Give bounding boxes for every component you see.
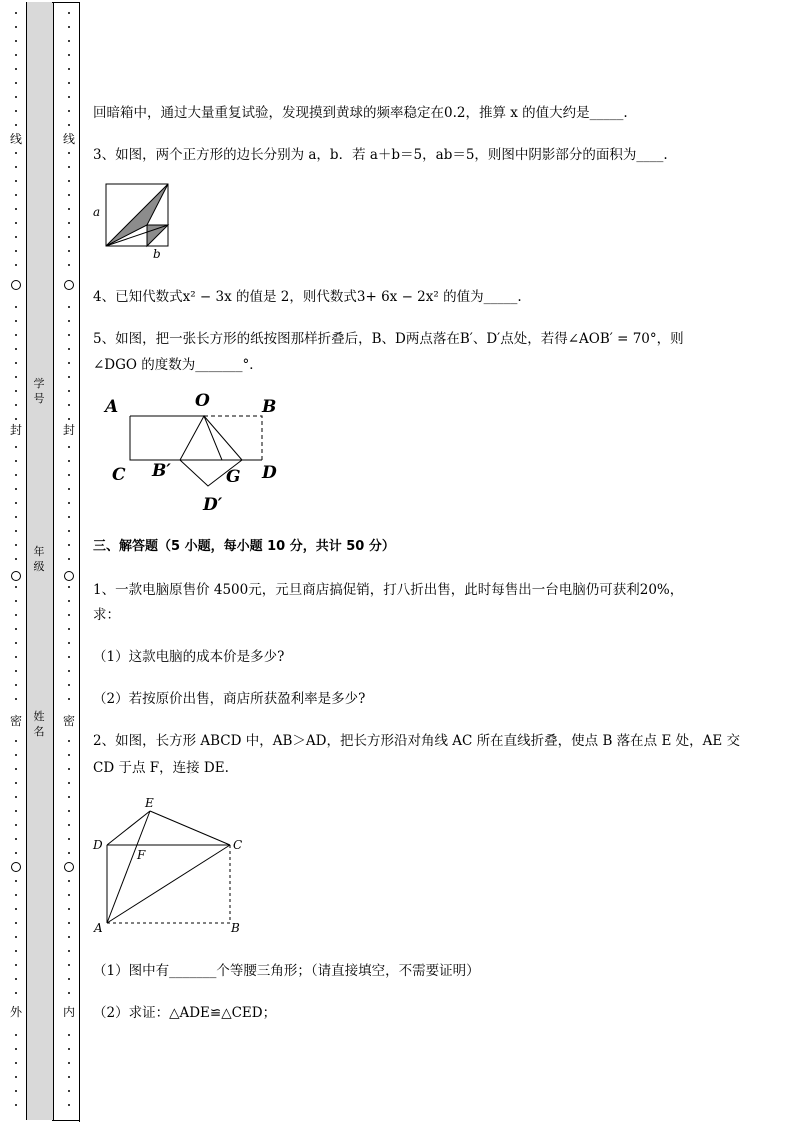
binding-dot [68,950,70,952]
binding-dot [15,348,17,350]
binding-dot [68,1104,70,1106]
binding-dot [68,348,70,350]
outer-dotted-line [10,0,22,1123]
binding-dot [15,68,17,70]
q2-continuation: 回暗箱中，通过大量重复试验，发现摸到黄球的频率稳定在0.2，推算 x 的值大约是_____. [93,105,628,121]
binding-dot [15,82,17,84]
binding-dot [68,936,70,938]
binding-circle [64,571,74,581]
binding-dot [68,586,70,588]
binding-dot [15,922,17,924]
binding-dot [15,194,17,196]
binding-dot [68,1090,70,1092]
binding-dot [15,404,17,406]
binding-dot [68,810,70,812]
binding-dot [15,796,17,798]
name-field: 姓名 [33,710,45,738]
binding-dot [15,810,17,812]
binding-dot [15,334,17,336]
binding-dot [15,264,17,266]
binding-dot [68,68,70,70]
binding-dot [68,852,70,854]
binding-dot [15,950,17,952]
binding-dot [15,152,17,154]
binding-dot [15,782,17,784]
problem-2-line2: CD 于点 F，连接 DE. [93,760,229,776]
binding-dot [15,488,17,490]
binding-dot [68,838,70,840]
binding-dot [15,978,17,980]
binding-dot [68,474,70,476]
binding-dot [68,320,70,322]
binding-dot [15,26,17,28]
inner-label-mi: 密 [62,714,75,728]
binding-dot [68,264,70,266]
binding-dot [68,670,70,672]
binding-dot [15,684,17,686]
binding-dot [15,670,17,672]
binding-dot [68,516,70,518]
binding-dot [68,54,70,56]
outer-label-mi: 密 [9,714,22,728]
binding-dot [15,824,17,826]
binding-dot [15,754,17,756]
binding-dot [15,306,17,308]
student-id-field: 学号 [33,377,45,405]
inner-label-nei: 内 [62,1005,75,1019]
binding-circle [11,280,21,290]
binding-dot [15,852,17,854]
fold-label-B: B [262,397,277,417]
binding-dot [15,894,17,896]
binding-dot [15,1062,17,1064]
binding-dot [15,222,17,224]
binding-rule [79,2,80,1122]
binding-dot [15,166,17,168]
binding-dot [15,208,17,210]
outer-label-wai: 外 [9,1005,22,1019]
binding-dot [68,110,70,112]
binding-dot [15,530,17,532]
binding-dot [15,656,17,658]
binding-dot [15,1104,17,1106]
binding-dot [68,152,70,154]
fold-label-A: A [105,397,119,417]
binding-dot [68,166,70,168]
binding-dot [15,96,17,98]
binding-dot [68,698,70,700]
problem-1-line2: 求： [93,607,120,623]
binding-dot [15,600,17,602]
label-b: b [153,247,161,261]
binding-dot [15,110,17,112]
binding-dot [15,698,17,700]
binding-dot [68,194,70,196]
binding-dot [68,40,70,42]
problem-1-part1: （1）这款电脑的成本价是多少? [93,649,285,665]
rect-label-B: B [231,921,240,935]
binding-circle [11,862,21,872]
binding-dot [68,796,70,798]
binding-dot [68,1076,70,1078]
shaded-region-upper [106,184,168,246]
binding-dot [68,236,70,238]
problem-2-line1: 2、如图，长方形 ABCD 中，AB＞AD，把长方形沿对角线 AC 所在直线折叠，使点 B 落在点 E 处，AE 交 [93,733,740,749]
binding-dot [68,964,70,966]
binding-dot [15,516,17,518]
binding-dot [68,222,70,224]
binding-dot [68,502,70,504]
binding-dot [68,1062,70,1064]
rect-label-F: F [137,848,146,862]
binding-dot [68,558,70,560]
binding-dot [68,894,70,896]
fold-label-C: C [112,465,126,485]
question-5-line2: ∠DGO 的度数为_______°． [93,357,263,373]
binding-dot [68,418,70,420]
fold-label-G: G [226,467,241,487]
binding-dot [68,684,70,686]
outer-label-feng: 封 [9,423,22,437]
binding-dot [15,838,17,840]
binding-dot [15,586,17,588]
rect-label-C: C [233,838,243,852]
binding-dot [15,236,17,238]
binding-dot [68,488,70,490]
binding-dot [15,54,17,56]
binding-dot [68,642,70,644]
binding-dot [68,180,70,182]
binding-dot [68,124,70,126]
binding-circle [64,862,74,872]
question-3: 3、如图，两个正方形的边长分别为 a，b．若 a＋b＝5，ab＝5，则图中阴影部分的面积为____. [93,147,668,163]
problem-2-part1: （1）图中有_______个等腰三角形；（请直接填空，不需要证明） [93,963,480,979]
binding-dot [15,642,17,644]
rect-label-E: E [145,796,154,810]
fold-outline [130,416,262,460]
inner-label-feng: 封 [62,423,75,437]
binding-dot [68,334,70,336]
binding-dot [68,978,70,980]
binding-dot [68,306,70,308]
binding-dot [68,782,70,784]
question-5-line1: 5、如图，把一张长方形的纸按图那样折叠后，B、D两点落在B′、D′点处，若得∠AOB′ = 70°，则 [93,331,684,347]
binding-dot [15,1048,17,1050]
binding-dot [68,250,70,252]
fold-label-O: O [195,391,210,411]
binding-dot [15,740,17,742]
grade-field: 年级 [33,545,45,573]
fold-label-D: D [262,463,277,483]
binding-dot [15,558,17,560]
binding-dot [68,824,70,826]
binding-dot [15,936,17,938]
binding-dot [15,124,17,126]
diagonal-AC [107,845,230,923]
question-4: 4、已知代数式x² − 3x 的值是 2，则代数式3+ 6x − 2x² 的值为_____. [93,289,522,305]
two-squares-figure [88,178,178,260]
binding-dot [68,460,70,462]
binding-dot [15,460,17,462]
fold-label-D1: D′ [203,495,223,515]
outer-label-xian: 线 [9,132,22,146]
binding-dot [15,180,17,182]
binding-dot [68,1048,70,1050]
fold-line-OG [204,416,242,460]
section-3-heading: 三、解答题（5 小题，每小题 10 分，共计 50 分） [93,539,395,554]
binding-dot [68,1034,70,1036]
binding-dot [15,628,17,630]
binding-dot [68,628,70,630]
binding-dot [15,1034,17,1036]
binding-dot [15,880,17,882]
binding-dot [68,614,70,616]
binding-dot [15,320,17,322]
binding-dot [68,12,70,14]
binding-circle [11,571,21,581]
problem-1-line1: 1、一款电脑原售价 4500元，元旦商店搞促销，打八折出售，此时每售出一台电脑仍可获利20%， [93,582,684,598]
binding-dot [68,446,70,448]
binding-dot [15,502,17,504]
problem-2-part2: （2）求证：△ADE≌△CED； [93,1005,277,1021]
binding-dot [68,96,70,98]
binding-dot [15,992,17,994]
rectangle-fold-figure [90,795,250,940]
binding-dot [68,992,70,994]
binding-margin [0,0,84,1123]
folded-rectangle-figure [100,388,290,516]
binding-dot [15,964,17,966]
binding-dot [68,404,70,406]
binding-circle [64,280,74,290]
binding-dot [15,250,17,252]
binding-dot [68,390,70,392]
binding-dot [15,768,17,770]
binding-dot [68,754,70,756]
binding-dot [15,908,17,910]
binding-dot [68,656,70,658]
binding-dot [68,908,70,910]
binding-dot [68,544,70,546]
binding-dot [15,362,17,364]
binding-dot [68,922,70,924]
binding-dot [68,880,70,882]
fold-label-B1: B′ [152,461,171,481]
segment-EC [150,811,230,845]
binding-dot [68,376,70,378]
inner-dotted-line [63,0,75,1123]
rect-label-A: A [94,921,103,935]
binding-dot [15,1076,17,1078]
binding-dot [15,474,17,476]
binding-dot [15,1090,17,1092]
binding-dot [15,614,17,616]
binding-dot [68,600,70,602]
binding-dot [15,376,17,378]
binding-dot [68,530,70,532]
binding-dot [15,12,17,14]
binding-dot [68,26,70,28]
binding-dot [15,40,17,42]
binding-dot [15,418,17,420]
label-a: a [93,205,101,219]
binding-dot [68,768,70,770]
binding-dot [68,362,70,364]
rect-label-D: D [93,838,103,852]
binding-dot [68,208,70,210]
problem-1-part2: （2）若按原价出售，商店所获盈利率是多少? [93,691,366,707]
triangle-OB1G [180,416,222,460]
inner-label-xian: 线 [62,132,75,146]
binding-dot [68,740,70,742]
binding-dot [15,390,17,392]
binding-dot [15,446,17,448]
binding-dot [68,82,70,84]
binding-dot [15,544,17,546]
